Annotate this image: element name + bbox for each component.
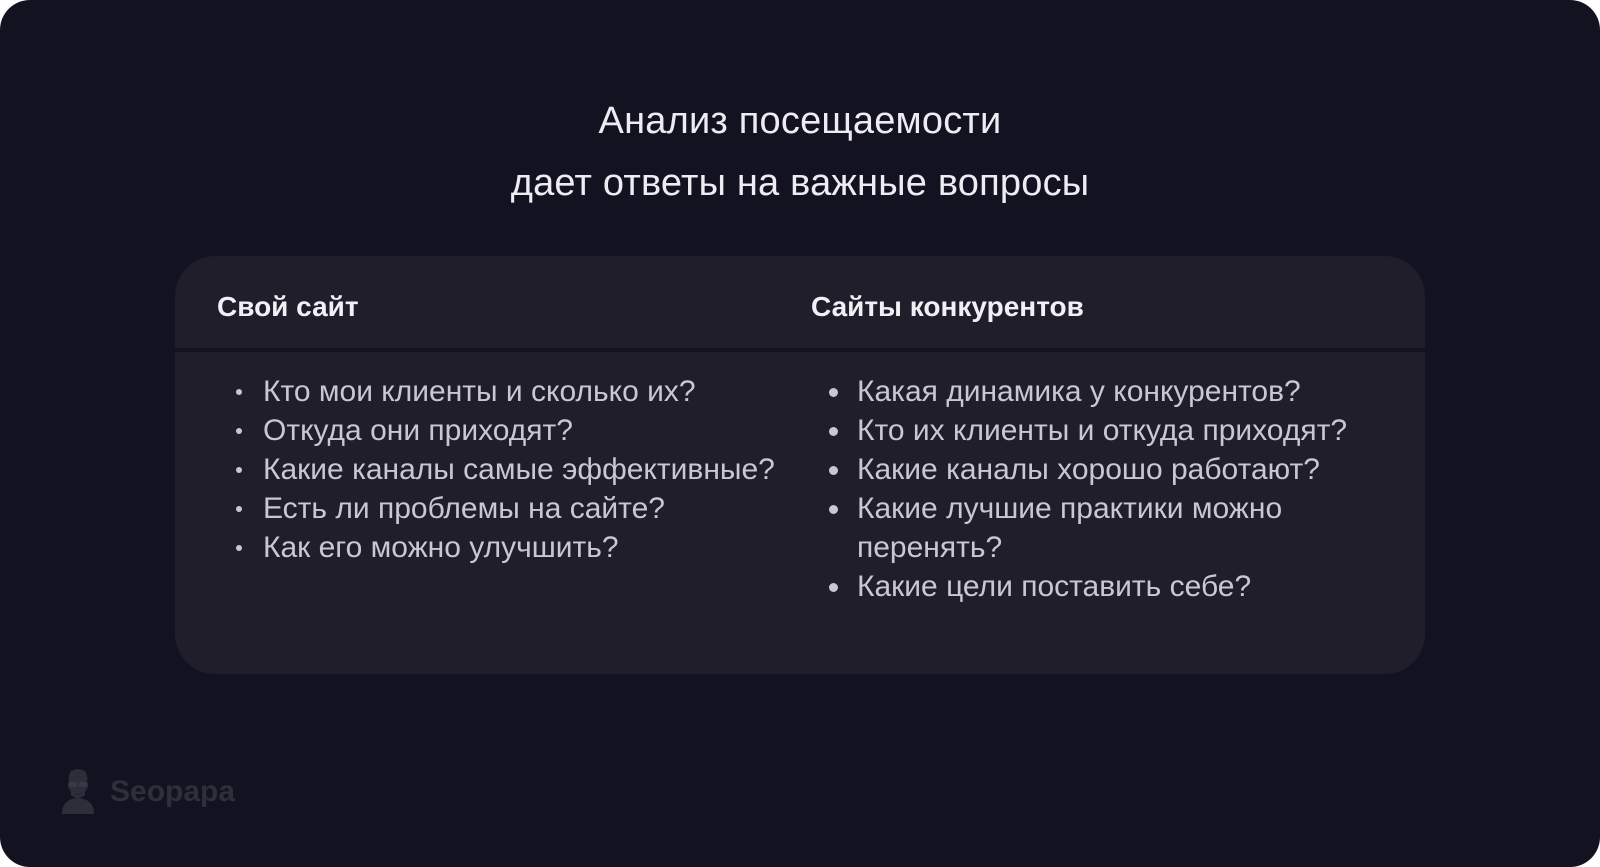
title-line-2: дает ответы на важные вопросы bbox=[510, 162, 1090, 204]
list-item: Как его можно улучшить? bbox=[263, 528, 783, 567]
list-item: Какая динамика у конкурентов? bbox=[857, 372, 1397, 411]
list-item: Есть ли проблемы на сайте? bbox=[263, 489, 783, 528]
list-item: Какие каналы хорошо работают? bbox=[857, 450, 1397, 489]
brand-name: Seopapa bbox=[110, 775, 236, 808]
column-heading-competitors: Сайты конкурентов bbox=[811, 291, 1084, 322]
list-item: Кто мои клиенты и сколько их? bbox=[263, 372, 783, 411]
list-item: Какие цели поставить себе? bbox=[857, 567, 1397, 606]
column-heading-own-site: Свой сайт bbox=[217, 291, 359, 322]
competitors-question-list bbox=[857, 372, 1397, 606]
list-item: Какие лучшие практики можно перенять? bbox=[857, 489, 1397, 567]
card-header bbox=[175, 256, 1425, 352]
list-item: Кто их клиенты и откуда приходят? bbox=[857, 411, 1397, 450]
list-item: Какие каналы самые эффективные? bbox=[263, 450, 783, 489]
own-site-question-list bbox=[263, 372, 783, 567]
page-title bbox=[0, 90, 1600, 214]
list-item: Откуда они приходят? bbox=[263, 411, 783, 450]
brand bbox=[58, 768, 235, 816]
comparison-card bbox=[175, 256, 1425, 674]
title-line-1: Анализ посещаемости bbox=[598, 100, 1002, 142]
seopapa-mascot-icon bbox=[58, 766, 98, 819]
